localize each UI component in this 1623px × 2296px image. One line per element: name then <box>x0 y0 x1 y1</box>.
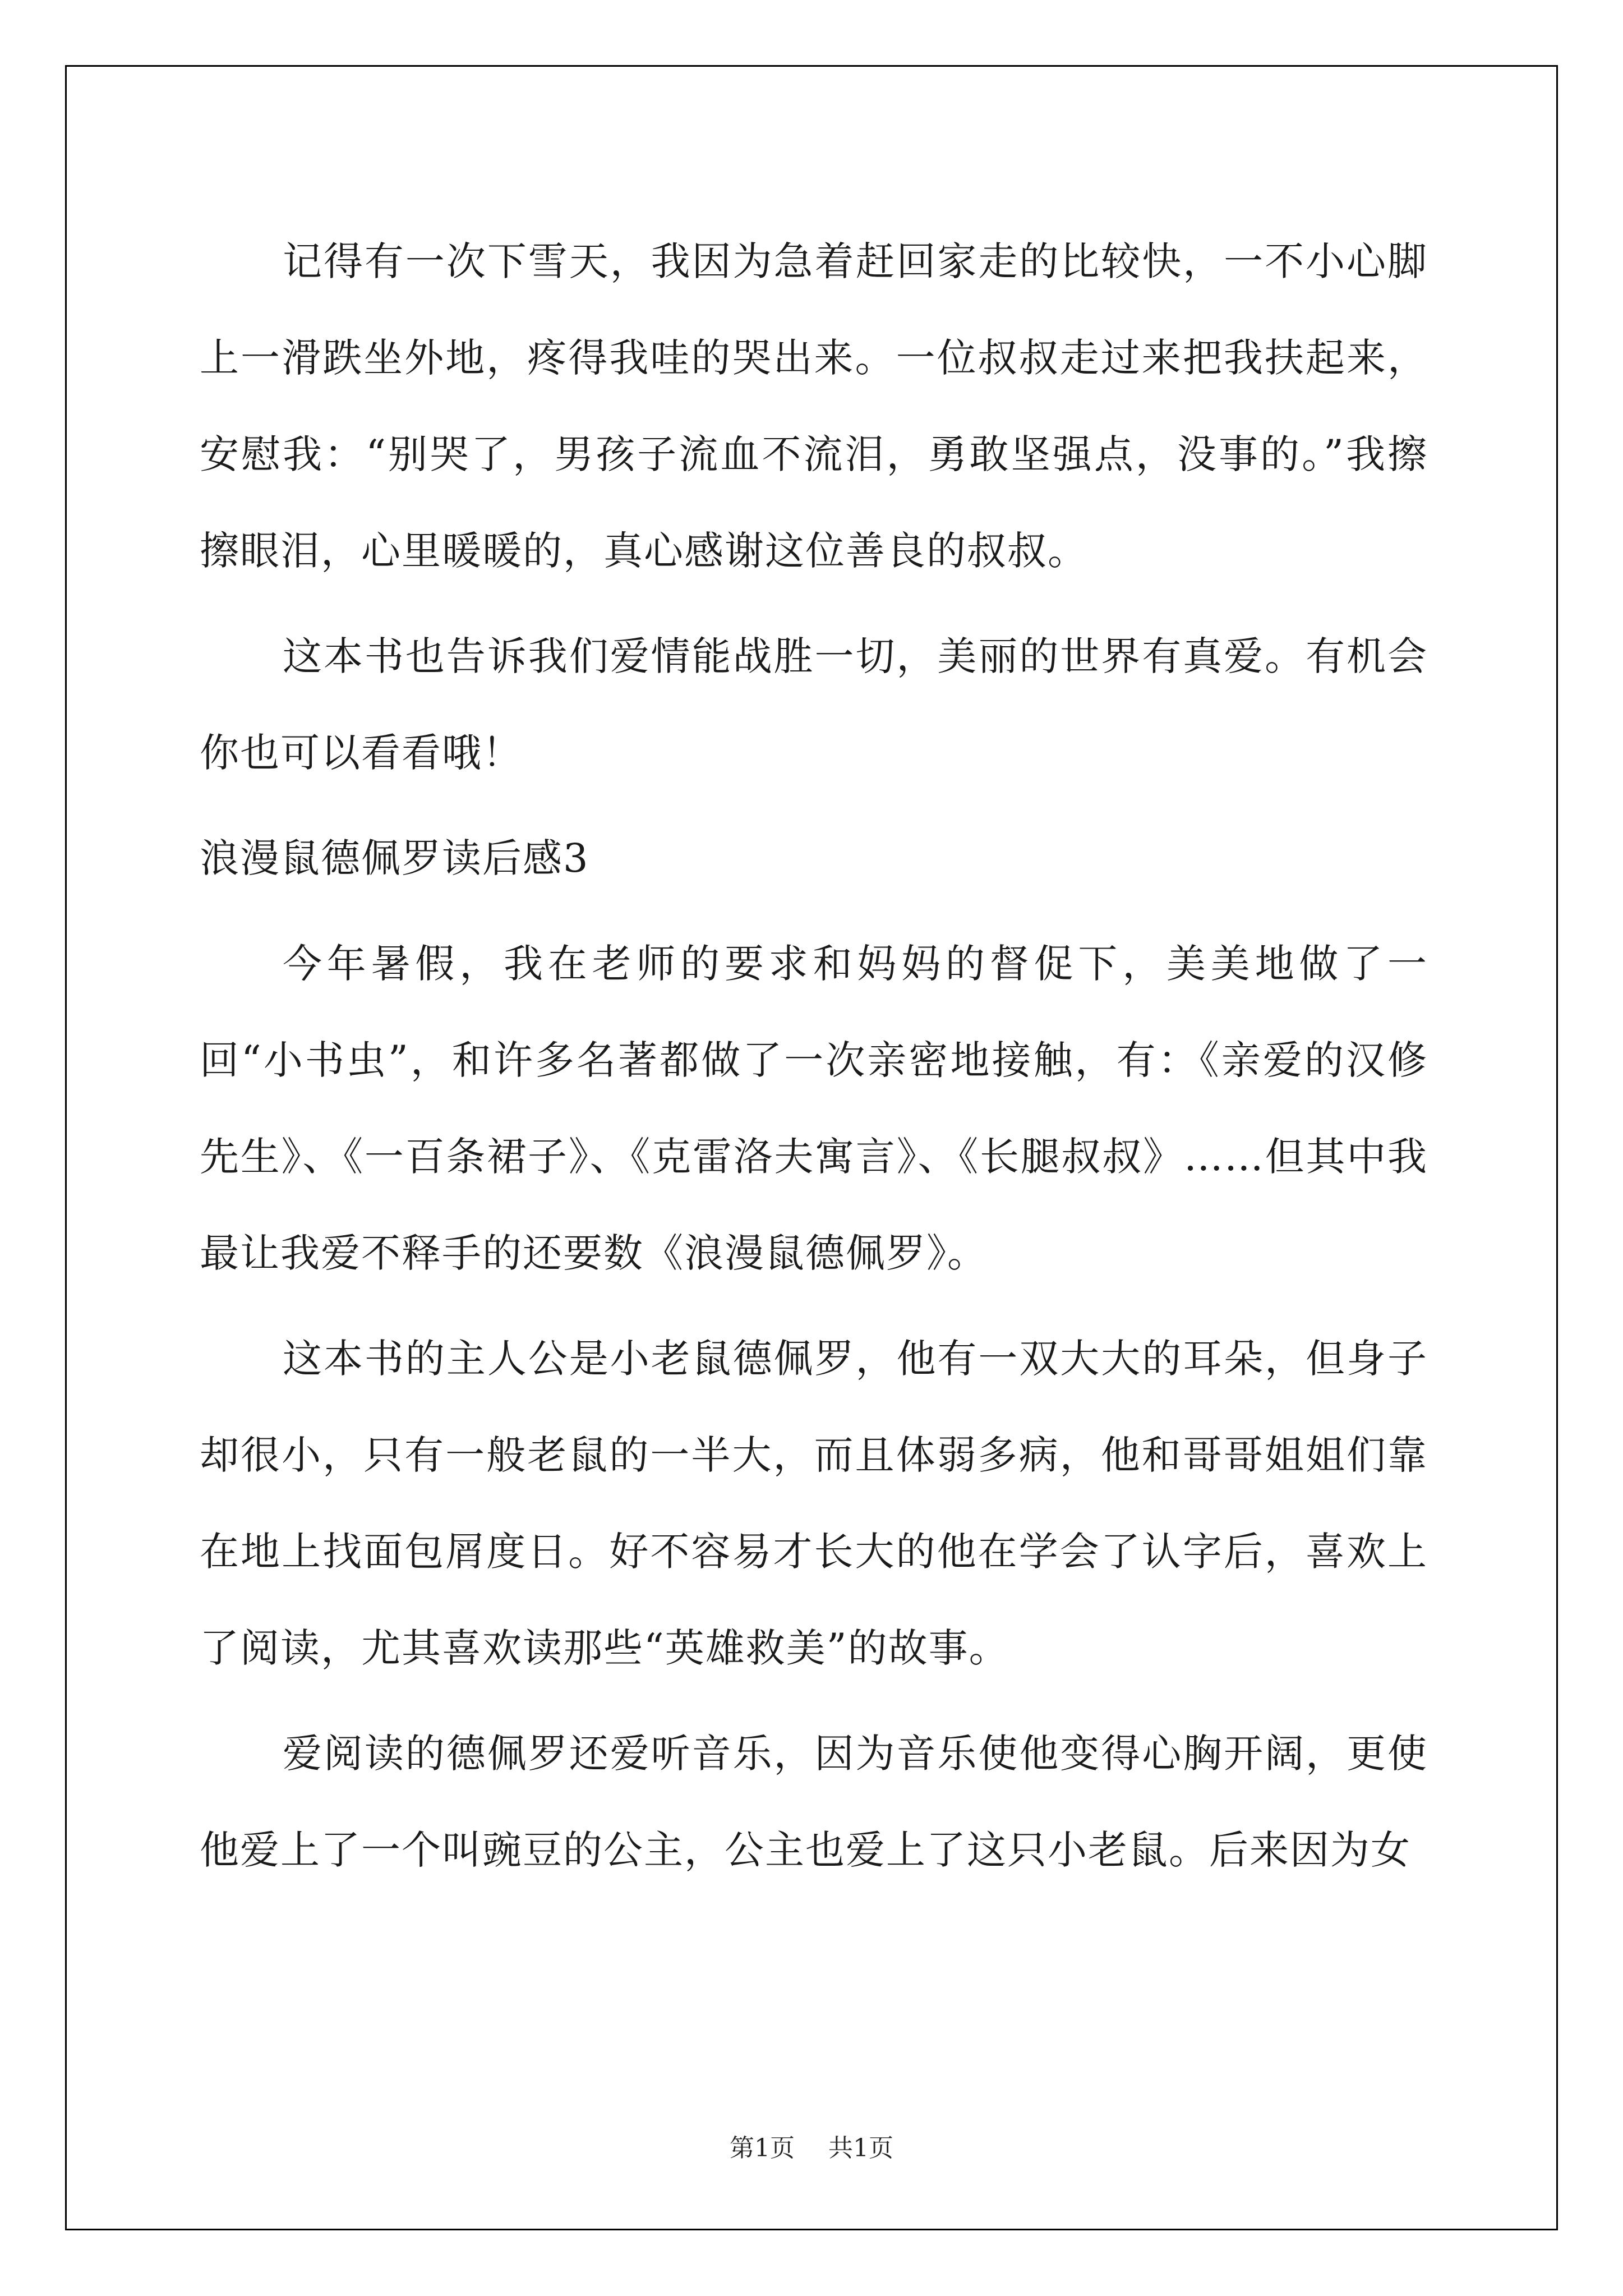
paragraph: 这本书也告诉我们爱情能战胜一切，美丽的世界有真爱。有机会你也可以看看哦！ <box>200 633 1428 776</box>
section-heading: 浪漫鼠德佩罗读后感3 <box>200 835 589 881</box>
paragraph: 今年暑假，我在老师的要求和妈妈的督促下，美美地做了一回“小书虫”，和许多名著都做了一次亲密地接触，有：《亲爱的汉修先生》、《一百条裙子》、《克雷洛夫寓言》、《长腿叔叔》……但其中我最让我爱不释手的还要数《浪漫鼠德佩罗》。 <box>200 941 1428 1276</box>
page-number: 第1页 <box>730 2134 795 2162</box>
paragraph: 这本书的主人公是小老鼠德佩罗，他有一双大大的耳朵，但身子却很小，只有一般老鼠的一半大，而且体弱多病，他和哥哥姐姐们靠在地上找面包屑度日。好不容易才长大的他在学会了认字后，喜欢上了阅读，尤其喜欢读那些“英雄救美”的故事。 <box>200 1336 1428 1671</box>
document-body <box>200 213 1428 1907</box>
paragraph: 记得有一次下雪天，我因为急着赶回家走的比较快，一不小心脚上一滑跌坐外地，疼得我哇的哭出来。一位叔叔走过来把我扶起来，安慰我：“别哭了，男孩子流血不流泪，勇敢坚强点，没事的。”我擦擦眼泪，心里暖暖的，真心感谢这位善良的叔叔。 <box>200 238 1428 574</box>
page-total: 共1页 <box>828 2134 893 2162</box>
paragraph: 爱阅读的德佩罗还爱听音乐，因为音乐使他变得心胸开阔，更使他爱上了一个叫豌豆的公主，公主也爱上了这只小老鼠。后来因为女 <box>200 1731 1428 1873</box>
page-footer <box>0 2132 1623 2165</box>
